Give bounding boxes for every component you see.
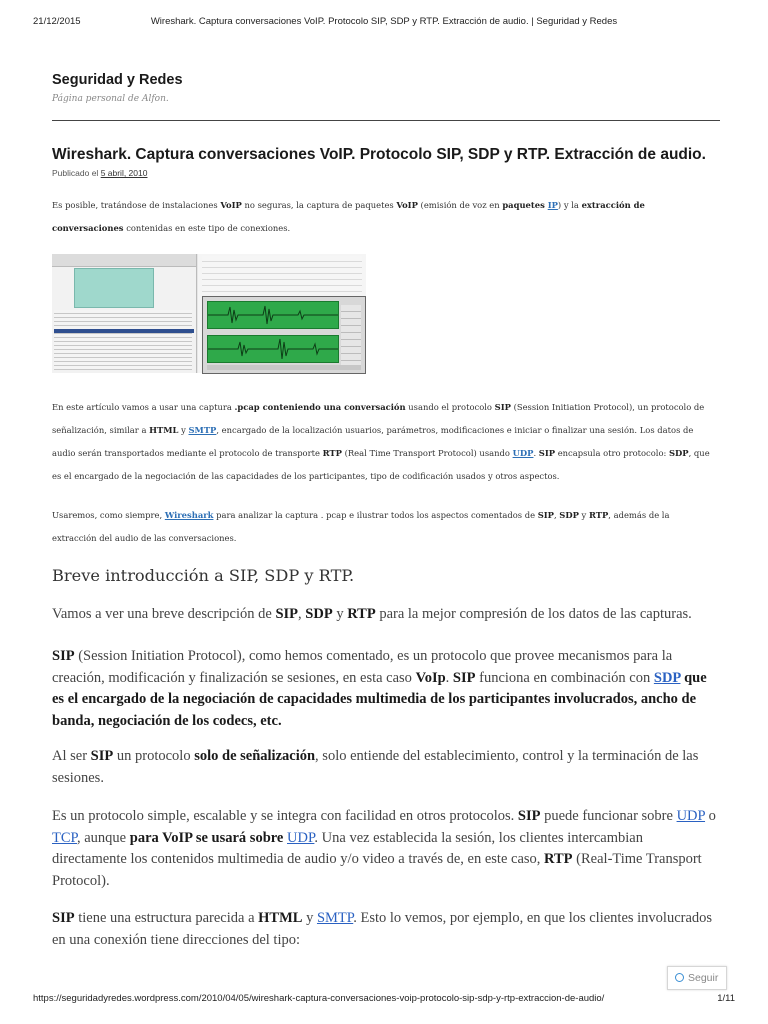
bold-text: SDP <box>669 448 689 458</box>
bold-text: SIP <box>52 648 75 664</box>
ip-link[interactable]: IP <box>547 200 558 210</box>
bold-text: para VoIP se usará sobre <box>129 829 287 846</box>
text: usando el protocolo <box>405 402 495 412</box>
bold-text: SIP <box>517 808 541 824</box>
bold-text: VoIP <box>396 200 418 210</box>
bold-text: RTP <box>588 510 609 520</box>
post-title: Wireshark. Captura conversaciones VoIP. Protocolo SIP, SDP y RTP. Extracción de audio. <box>52 146 706 163</box>
text: y <box>178 425 189 435</box>
text: funciona en combinación con <box>475 669 654 686</box>
text: (emisión de voz en <box>417 200 503 210</box>
text: Vamos a ver una breve descripción de <box>52 606 276 622</box>
bold-text: extracción de conversaciones <box>52 200 645 233</box>
udp-link[interactable]: UDP <box>676 808 706 824</box>
follow-label: Seguir <box>688 972 719 984</box>
column-header-bar <box>52 254 196 267</box>
text: contenidas en este tipo de conexiones. <box>123 223 291 233</box>
text: , solo entiende del establecimiento, control y la terminación de las sesiones. <box>52 748 699 786</box>
site-title[interactable]: Seguridad y Redes <box>52 72 183 88</box>
audio-waveform-2 <box>207 335 339 363</box>
text: , aunque <box>77 829 130 846</box>
wireshark-link[interactable]: Wireshark <box>164 510 214 520</box>
text: , encargado de la localización usuarios, parámetros, modificaciones e iniciar o finalizar una sesión. Los datos de audio serán transportados mediante el protocolo de transporte <box>52 425 694 458</box>
text: tiene una estructura parecida a <box>74 910 259 926</box>
bold-text: SIP <box>538 448 556 458</box>
bold-text: RTP <box>544 851 573 867</box>
text: y <box>332 606 348 622</box>
bold-text: HTML <box>258 910 303 926</box>
text: Al ser <box>52 748 91 764</box>
bold-text: SIP <box>52 910 75 926</box>
rtp-player-window <box>202 296 366 374</box>
text: , además de la extracción del audio de las conversaciones. <box>52 510 670 543</box>
published-label: Publicado el <box>52 168 99 178</box>
bold-text: SIP <box>494 402 511 412</box>
print-url: https://seguridadyredes.wordpress.com/2010/04/05/wireshark-captura-conversaciones-voip-protocolo-sip-sdp-y-rtp-extraccion-de-audio/ <box>33 993 605 1004</box>
intro-paragraph <box>52 194 712 240</box>
text: (Real-Time Transport Protocol). <box>52 851 702 889</box>
bold-text: que es el encargado de la negociación de capacidades multimedia de los participantes involucrados, ancho de banda, negociación de los codecs, etc. <box>52 669 707 729</box>
sip-message-lines <box>202 256 362 294</box>
bold-text: paquetes <box>502 200 548 210</box>
follow-plus-icon <box>675 973 684 982</box>
bold-text: SIP <box>452 669 476 686</box>
section-paragraph-2 <box>52 646 720 732</box>
player-status-bar <box>207 365 361 370</box>
text: para analizar la captura . pcap e ilustrar todos los aspectos comentados de <box>213 510 538 520</box>
text: (Session Initiation Protocol), como hemos comentado, es un protocolo que provee mecanismos para la creación, modificación y finalización se sesiones, en esta caso <box>52 648 673 686</box>
header-divider <box>52 120 720 121</box>
text: encapsula otro protocolo: <box>555 448 669 458</box>
text: no seguras, la captura de paquetes <box>241 200 397 210</box>
text: . <box>445 669 453 686</box>
follow-button[interactable] <box>667 966 727 990</box>
print-page-title: Wireshark. Captura conversaciones VoIP. Protocolo SIP, SDP y RTP. Extracción de audio. | Seguridad y Redes <box>150 16 618 27</box>
text: , <box>298 606 306 622</box>
bold-text: HTML <box>149 425 179 435</box>
bold-text: SIP <box>537 510 554 520</box>
text: , que es el encargado de la negociación de las capacidades de los participantes, tipo de codificación usados y otros aspectos. <box>52 448 710 481</box>
section-heading: Breve introducción a SIP, SDP y RTP. <box>52 566 355 585</box>
section-paragraph-4 <box>52 806 720 892</box>
text: , <box>553 510 560 520</box>
waveform-1-icon <box>208 302 338 328</box>
paragraph-sip-intro <box>52 396 712 488</box>
section-paragraph-3 <box>52 746 720 789</box>
smtp-link[interactable]: SMTP <box>316 910 354 926</box>
bold-text: RTP <box>322 448 342 458</box>
bold-text: SIP <box>275 606 299 622</box>
packet-detail-lines <box>54 310 192 370</box>
text: puede funcionar sobre <box>540 808 677 824</box>
smtp-link[interactable]: SMTP <box>188 425 217 435</box>
paragraph-wireshark <box>52 504 712 550</box>
text: o <box>705 808 716 824</box>
text: Es posible, tratándose de instalaciones <box>52 200 221 210</box>
packet-list-pane <box>52 254 197 373</box>
bold-text: VoIP <box>220 200 242 210</box>
bold-text: VoIp <box>415 669 446 686</box>
text: (Session Initiation Protocol), un protocolo de señalización, similar a <box>52 402 705 435</box>
audio-waveform-1 <box>207 301 339 329</box>
text: ) y la <box>557 200 582 210</box>
text: Es un protocolo simple, escalable y se integra con facilidad en otros protocolos. <box>52 808 518 824</box>
text: . Una vez establecida la sesión, los clientes intercambian directamente los contenidos multimedia de audio y/o video a través de, en este caso, <box>52 829 643 867</box>
text: . Esto lo vemos, por ejemplo, en que los clientes involucrados en una conexión tiene direcciones del tipo: <box>52 910 713 948</box>
text: (Real Time Transport Protocol) usando <box>341 448 513 458</box>
selected-row <box>54 329 194 333</box>
udp-link[interactable]: UDP <box>287 829 315 846</box>
bold-text: RTP <box>347 606 376 622</box>
waveform-2-icon <box>208 336 338 362</box>
sdp-link[interactable]: SDP <box>653 669 681 686</box>
bold-text: .pcap conteniendo una conversación <box>234 402 406 412</box>
player-controls <box>341 305 361 365</box>
text: para la mejor compresión de los datos de las capturas. <box>375 606 692 622</box>
text: un protocolo <box>113 748 195 764</box>
text: Usaremos, como siempre, <box>52 510 165 520</box>
wireshark-screenshot-image[interactable] <box>52 254 366 373</box>
print-date: 21/12/2015 <box>33 16 81 27</box>
bold-text: solo de señalización <box>194 748 316 764</box>
post-date-link[interactable]: 5 abril, 2010 <box>100 168 148 178</box>
post-meta <box>52 168 147 178</box>
bold-text: SDP <box>559 510 579 520</box>
text: y <box>302 910 317 926</box>
section-paragraph-1 <box>52 604 720 626</box>
section-paragraph-5 <box>52 908 720 951</box>
tcp-link[interactable]: TCP <box>52 829 77 846</box>
print-page-number: 1/11 <box>717 993 735 1004</box>
text: En este artículo vamos a usar una captura <box>52 402 235 412</box>
bold-text: SDP <box>305 606 333 622</box>
bold-text: SIP <box>90 748 114 764</box>
text: . <box>533 448 539 458</box>
udp-link[interactable]: UDP <box>512 448 534 458</box>
text: y <box>578 510 589 520</box>
flow-graph-box <box>74 268 154 308</box>
site-description: Página personal de Alfon. <box>52 94 169 104</box>
